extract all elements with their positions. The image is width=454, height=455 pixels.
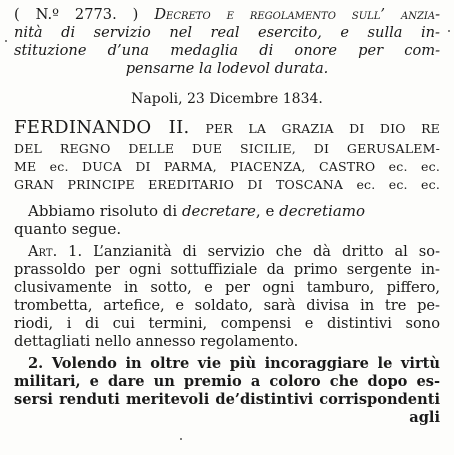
article-2-line-3: sersi renduti meritevoli de’distintivi corrispondenti: [14, 391, 440, 408]
dateline: Napoli, 23 Dicembre 1834.: [131, 91, 323, 107]
decree-title-line-3: stituzione d’una medaglia di onore per com-: [14, 42, 440, 59]
decree-title-start: Decreto e regolamento sull’ anzia-: [154, 6, 441, 23]
article-1-text-1: L’anzianità di servizio che dà dritto al so-: [82, 243, 440, 260]
article-1-line-6: dettagliati nello annesso regolamento.: [14, 333, 299, 350]
article-2-line-2: militari, e dare un premio a coloro che dopo es-: [14, 373, 440, 390]
preamble-line-2: quanto segue.: [14, 220, 122, 238]
sovereign-title-start: PER LA GRAZIA DI DIO RE: [205, 121, 440, 136]
sovereign-line-2: DEL REGNO DELLE DUE SICILIE, DI GERUSALEM-: [14, 141, 440, 156]
article-2-line-1: 2. Volendo in oltre vie più incoraggiare le virtù: [28, 355, 440, 372]
preamble-mid: , e: [255, 202, 280, 220]
article-1-label: Art. 1.: [28, 243, 83, 260]
article-1-line-1: [14, 243, 440, 260]
paper-speck: [448, 30, 450, 32]
decree-title-line-1: [14, 6, 440, 23]
decree-title-line-4: pensarne la lodevol durata.: [125, 60, 329, 77]
article-1-line-3: clusivamente in sotto, e per ogni tamburo, piffero,: [14, 279, 440, 296]
preamble-line-1: [14, 203, 440, 220]
article-1-line-4: trombetta, artefice, e soldato, sarà divisa in tre pe-: [14, 297, 440, 314]
sovereign-name: FERDINANDO II.: [14, 117, 190, 138]
paper-speck: [5, 40, 7, 42]
decree-number: ( N.º 2773. ): [14, 6, 139, 23]
sovereign-line-1: [14, 117, 440, 139]
preamble-word-decretiamo: decretiamo: [279, 202, 366, 220]
paper-speck: [180, 438, 182, 440]
article-1-line-5: riodi, i di cui termini, compensi e distintivi sono: [14, 315, 440, 332]
decree-title-line-2: nità di servizio nel real esercito, e sulla in-: [14, 24, 440, 41]
preamble-pre: Abbiamo risoluto di: [28, 202, 182, 220]
preamble-word-decretare: decretare: [181, 202, 256, 220]
article-1-line-2: prassoldo per ogni sottuffiziale da primo sergente in-: [14, 261, 440, 278]
sovereign-line-4: GRAN PRINCIPE EREDITARIO DI TOSCANA ec. ec. ec.: [14, 177, 440, 192]
sovereign-line-3: ME ec. DUCA DI PARMA, PIACENZA, CASTRO ec. ec.: [14, 159, 440, 174]
catchword: agli: [409, 409, 440, 426]
